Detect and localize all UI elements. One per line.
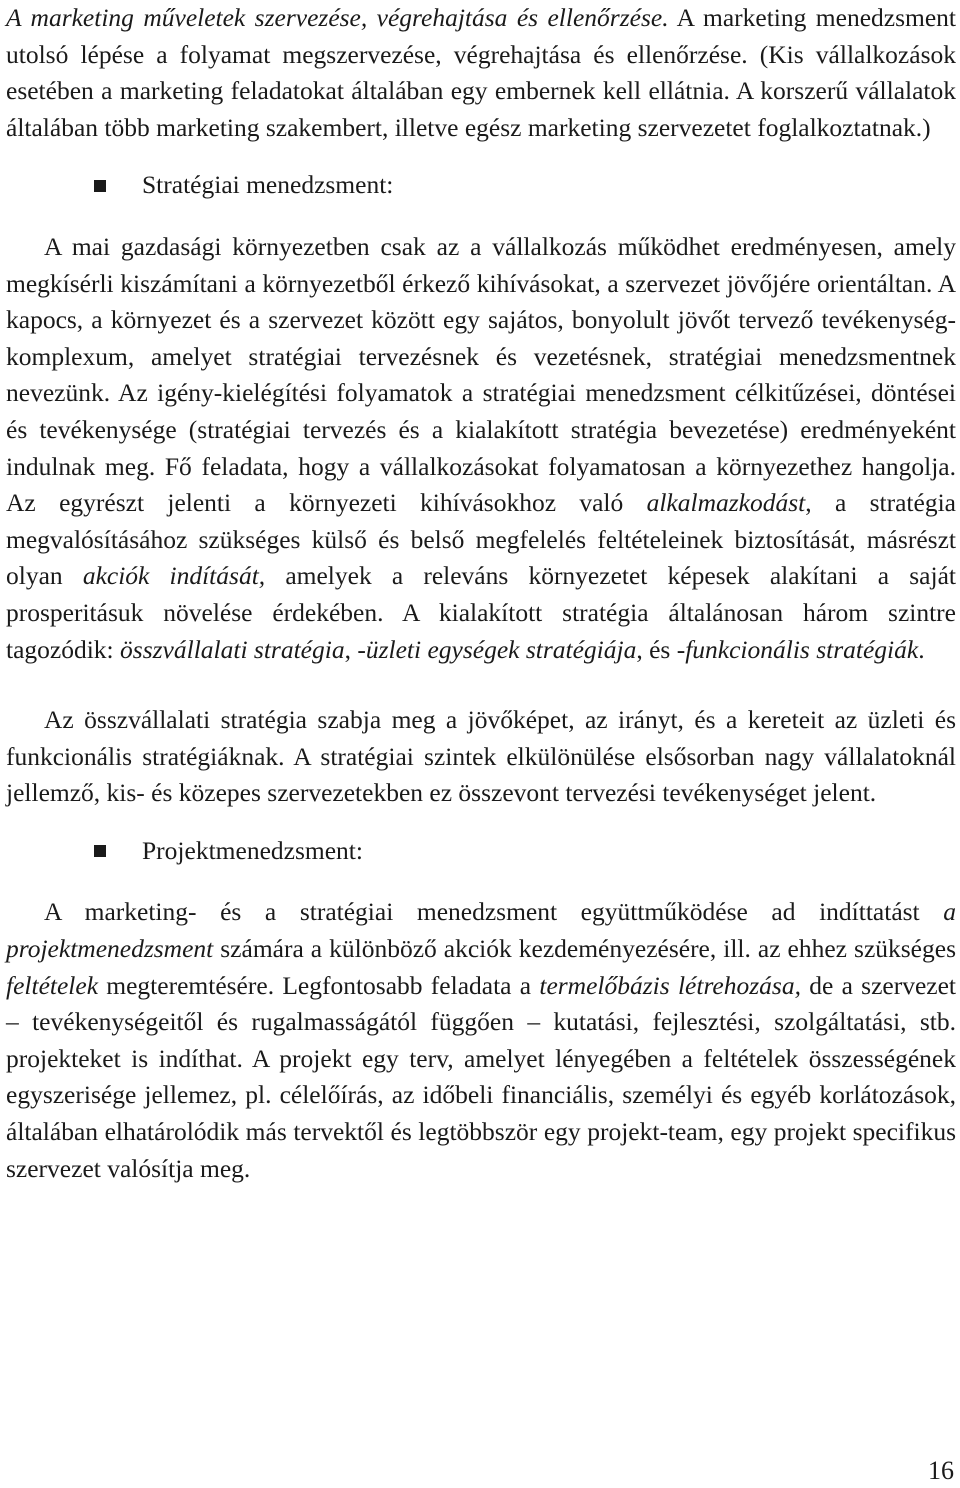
paragraph-strategic-management	[6, 229, 956, 668]
paragraph-text: A marketing menedzsment utolsó lépése a folyamat megszervezése, végrehajtása és ellenőrzése. (Kis vállalkozások esetében a marketing feladatokat általában egy embernek kell ellátnia. A korszerű vállalatok általában több marketing szakembert, illetve egész marketing szervezetet foglalkoztatnak.)	[6, 3, 957, 142]
italic-run: alkalmazkodást	[646, 488, 806, 518]
text-run: , és -	[636, 634, 686, 664]
text-run: megteremtésére. Legfontosabb feladata a	[98, 970, 540, 1000]
italic-run: akciók indítását,	[82, 561, 266, 591]
square-bullet-icon	[94, 180, 106, 192]
bullet-strategic-management	[6, 167, 956, 204]
text-run: amelyek a releváns környezetet képesek alakítani a saját prosperitásuk növelése érdekében. A kialakított stratégia általánosan három szintre tagozódik:	[6, 561, 956, 664]
italic-run: termelőbázis létrehozása,	[539, 970, 801, 1000]
paragraph-project-management	[6, 894, 956, 1187]
document-page	[6, 0, 956, 1187]
italic-run: feltételek	[6, 970, 99, 1000]
text-run: A marketing- és a stratégiai menedzsment együttműködése ad indíttatást	[44, 897, 944, 927]
bullet-label: Projektmenedzsment:	[142, 835, 363, 865]
section-heading-italic: A marketing műveletek szervezése, végrehajtása és ellenőrzése.	[6, 3, 669, 32]
bullet-label: Stratégiai menedzsment:	[142, 170, 394, 200]
italic-run: funkcionális stratégiák	[685, 634, 919, 664]
italic-run: üzleti egységek stratégiája	[365, 634, 637, 664]
paragraph-marketing-operations	[6, 0, 956, 146]
text-run: de a szervezet – tevékenységeitől és rugalmasságától függően – kutatási, fejlesztési, szolgáltatási, stb. projekteket is indíthat. A projekt egy terv, amelyet lényegében a feltételek összességének egyszerisége jellemez, pl. célelőírás, az időbeli financiális, személyi és egyéb korlátozások, általában elhatárolódik más tervektől és legtöbbször egy projekt-team, egy projekt specifikus szervezet valósítja meg.	[6, 970, 956, 1183]
text-run: , -	[344, 634, 366, 664]
square-bullet-icon	[94, 845, 106, 857]
page-number: 16	[928, 1456, 954, 1485]
text-run: A mai gazdasági környezetben csak az a vállalkozás működhet eredményesen, amely megkísérli kiszámítani a környezetből érkező kihívásokat, a szervezet jövőjére orientáltan. A kapocs, a környezet és a szervezet között egy sajátos, bonyolult jövőt tervező tevékenység-komplexum, amelyet stratégiai tervezésnek és vezetésnek, stratégiai menedzsmentnek nevezünk. Az igény-kielégítési folyamatok a stratégiai menedzsment célkitűzései, döntései és tevékenysége (stratégiai tervezés és a kialakított stratégia bevezetése) eredményeként indulnak meg. Fő feladata, hogy a vállalkozásokat folyamatosan a környezethez hangolja. Az egyrészt jelenti a környezeti kihívásokhoz való	[6, 231, 956, 518]
italic-run: összvállalati stratégia	[120, 634, 345, 664]
bullet-project-management	[6, 833, 956, 870]
paragraph-corporate-strategy: Az összvállalati stratégia szabja meg a jövőképet, az irányt, és a kereteit az üzleti és funkcionális stratégiáknak. A stratégiai szintek elkülönülése elsősorban nagy vállalatoknál jellemző, kis- és közepes szervezetekben ez összevont tervezési tevékenységet jelent.	[6, 705, 956, 808]
italic-run: a projektmenedzsment	[6, 897, 956, 964]
text-run: , a stratégia megvalósításához szükséges külső és belső megfelelés feltételeinek biztosítását, másrészt olyan	[6, 488, 956, 591]
text-run: .	[918, 634, 925, 664]
text-run: számára a különböző akciók kezdeményezésére, ill. az ehhez szükséges	[213, 934, 956, 964]
